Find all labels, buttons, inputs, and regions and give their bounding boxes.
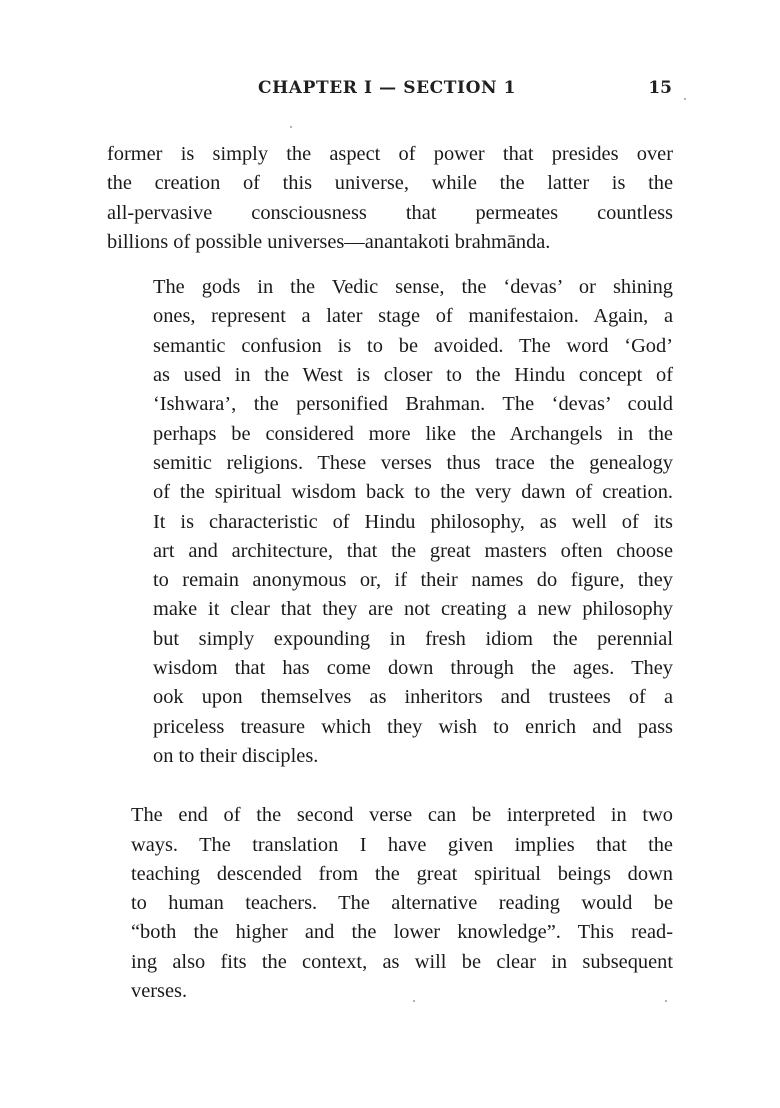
- text-line: perhaps be considered more like the Archangels in the: [153, 422, 673, 445]
- text-line: The end of the second verse can be interpreted in two: [131, 804, 673, 827]
- text-line: It is characteristic of Hindu philosophy, as well of its: [153, 510, 673, 533]
- paragraph-2: [107, 273, 673, 771]
- text-line: The gods in the Vedic sense, the ‘devas’ or shining: [153, 276, 673, 299]
- text-line: ing also fits the context, as will be clear in subsequent: [131, 950, 673, 973]
- text-line: the creation of this universe, while the latter is the: [107, 172, 673, 195]
- page-number: 15: [648, 78, 672, 98]
- text-line: as used in the West is closer to the Hindu concept of: [153, 364, 673, 387]
- text-line: art and architecture, that the great masters often choose: [153, 539, 673, 562]
- text-line: semitic religions. These verses thus trace the genealogy: [153, 451, 673, 474]
- text-line: ook upon themselves as inheritors and trustees of a: [153, 686, 673, 709]
- text-line: ‘Ishwara’, the personified Brahman. The ‘devas’ could: [153, 393, 673, 416]
- text-line: verses.: [131, 980, 188, 1003]
- text-line: “both the higher and the lower knowledge”. This read-: [131, 921, 673, 944]
- text-line: but simply expounding in fresh idiom the perennial: [153, 627, 673, 650]
- text-line: wisdom that has come down through the ages. They: [153, 657, 673, 680]
- text-line: priceless treasure which they wish to enrich and pass: [153, 715, 673, 738]
- text-line: all-pervasive consciousness that permeates countless: [107, 201, 673, 224]
- text-line: billions of possible universes—anantakoti brahmānda.: [107, 230, 551, 253]
- text-line: ones, represent a later stage of manifestaion. Again, a: [153, 305, 673, 328]
- paragraph-3: [107, 801, 673, 1006]
- text-line: to remain anonymous or, if their names do figure, they: [153, 569, 673, 592]
- text-line: former is simply the aspect of power that presides over: [107, 143, 673, 165]
- scan-speck: [413, 1000, 415, 1002]
- scan-speck: [290, 126, 292, 128]
- text-line: to human teachers. The alternative reading would be: [131, 892, 673, 915]
- text-line: teaching descended from the great spiritual beings down: [131, 862, 673, 885]
- text-line: of the spiritual wisdom back to the very dawn of creation.: [153, 481, 673, 504]
- running-head: [106, 78, 676, 104]
- text-line: ways. The translation I have given implies that the: [131, 833, 673, 856]
- text-line: semantic confusion is to be avoided. The word ‘God’: [153, 334, 673, 357]
- scan-speck: [665, 1000, 667, 1002]
- paragraph-1: [107, 140, 673, 257]
- running-title: CHAPTER I — SECTION 1: [258, 78, 517, 98]
- text-line: on to their disciples.: [153, 744, 319, 767]
- scan-speck: [684, 98, 686, 100]
- text-line: make it clear that they are not creating a new philosophy: [153, 598, 673, 621]
- body-text: [107, 140, 673, 1006]
